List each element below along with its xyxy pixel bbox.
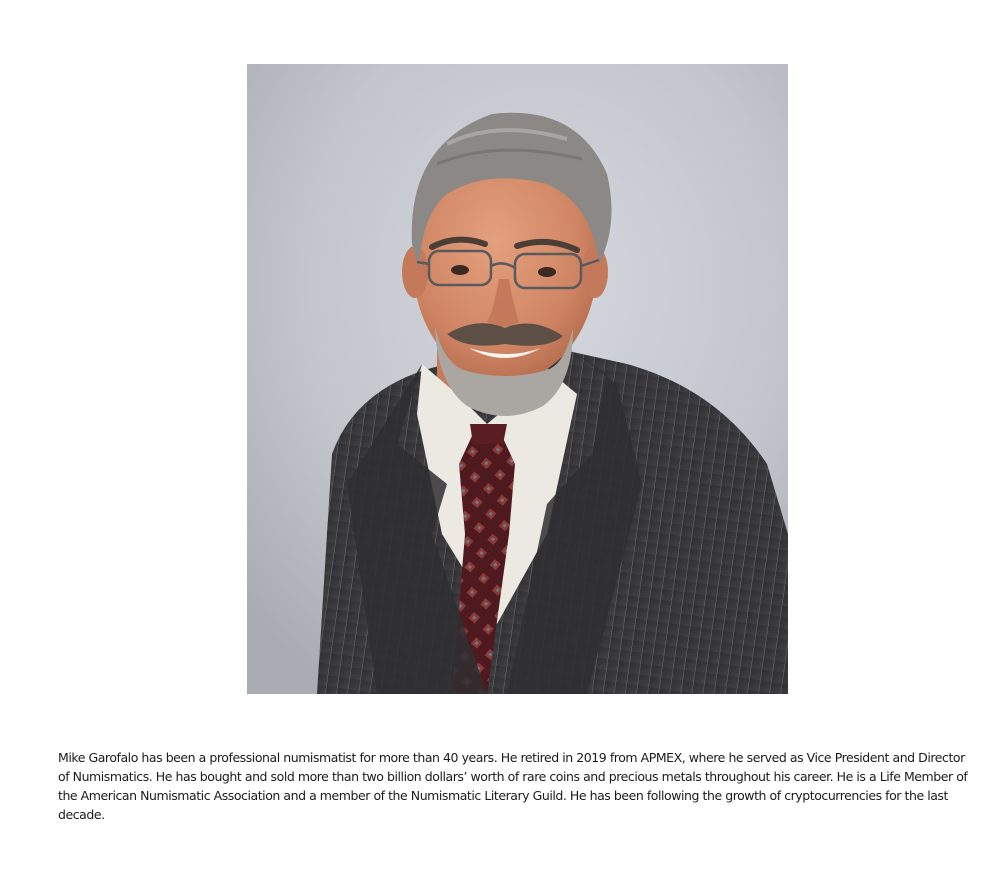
tie-knot (470, 424, 507, 444)
right-ear (582, 246, 608, 298)
portrait-illustration (247, 64, 788, 694)
portrait-photo (247, 64, 788, 694)
bio-paragraph: Mike Garofalo has been a professional numismatist for more than 40 years. He retired in 2019 from APMEX, where he served as Vice President and Director of Numismatics. He has bought and sold more than two billion dollars’ worth of rare coins and precious metals throughout his career. He is a Life Member of the American Numismatic Association and a member of the Numismatic Literary Guild. He has been following the growth of cryptocurrencies for the last decade. (58, 750, 968, 822)
